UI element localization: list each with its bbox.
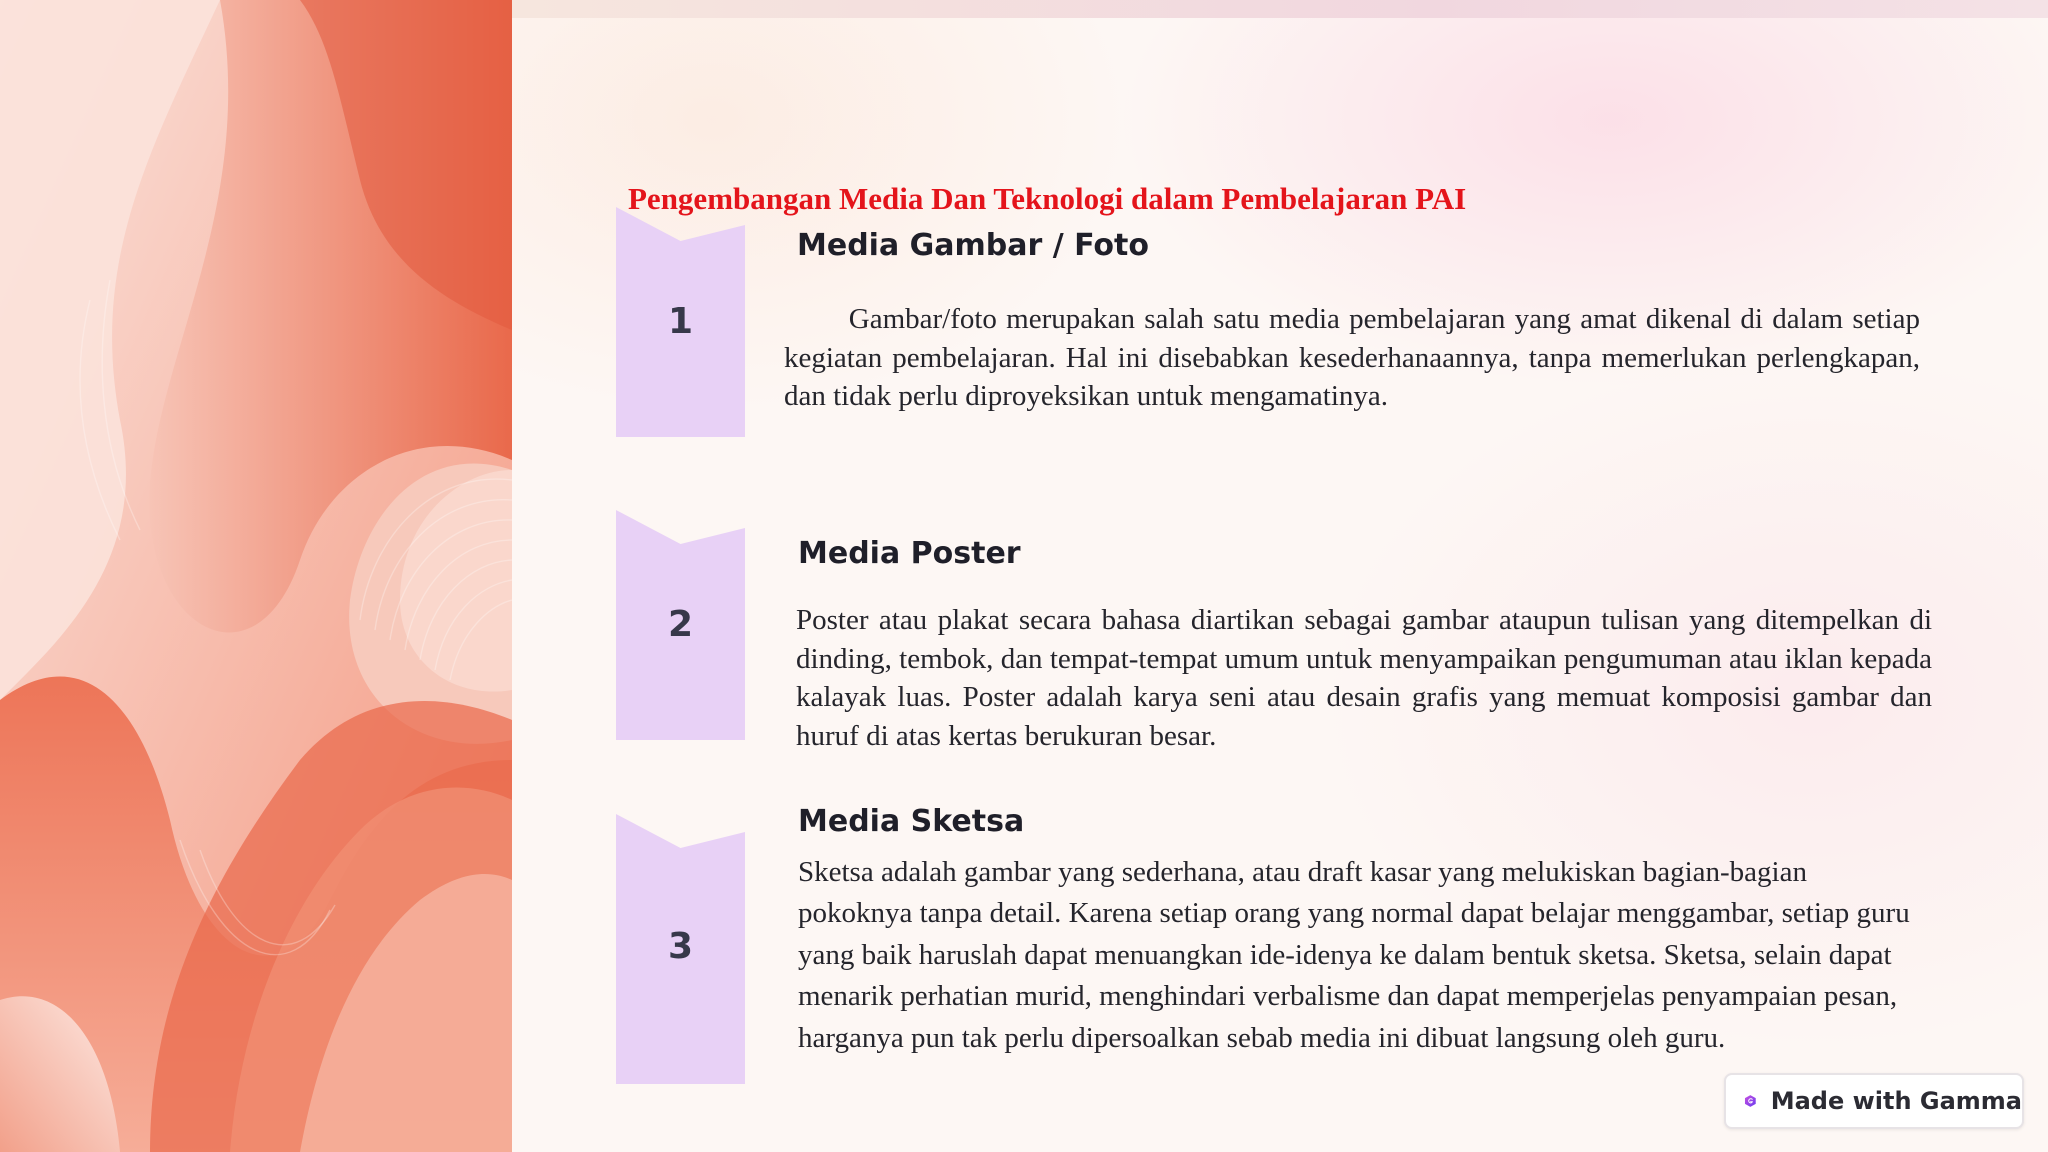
made-with-gamma-button[interactable] xyxy=(1724,1073,2024,1129)
abstract-wave-artwork xyxy=(0,0,512,1152)
item-body-3: Sketsa adalah gambar yang sederhana, atau draft kasar yang melukiskan bagian-bagian pokoknya tanpa detail. Karena setiap orang yang normal dapat belajar menggambar, setiap guru yang baik haruslah dapat menuangkan ide-idenya ke dalam bentuk sketsa. Sketsa, selain dapat menarik perhatian murid, menghindari verbalisme dan dapat memperjelas penyampaian pesan, harganya pun tak perlu dipersoalkan sebab media ini dibuat langsung oleh guru. xyxy=(798,856,1910,1054)
step-number: 3 xyxy=(667,926,694,967)
top-accent-strip xyxy=(512,0,2048,18)
item-heading-3: Media Sketsa xyxy=(798,804,1025,839)
step-marker-1 xyxy=(616,207,745,437)
slide-title: Pengembangan Media Dan Teknologi dalam Pembelajaran PAI xyxy=(628,181,1467,216)
step-marker-3 xyxy=(616,814,745,1084)
badge-label: Made with Gamma xyxy=(1770,1087,2022,1115)
item-body-2: Poster atau plakat secara bahasa diartikan sebagai gambar ataupun tulisan yang ditempelkan di dinding, tembok, dan tempat-tempat umum untuk menyampaikan pengumuman atau iklan kepada kalayak luas. Poster adalah karya seni atau desain grafis yang memuat komposisi gambar dan huruf di atas kertas berukuran besar. xyxy=(796,604,1932,752)
gamma-logo-icon xyxy=(1744,1088,1757,1114)
step-number: 2 xyxy=(667,604,694,645)
step-number: 1 xyxy=(667,301,694,342)
item-heading-2: Media Poster xyxy=(798,536,1021,571)
item-body-1: Gambar/foto merupakan salah satu media pembelajaran yang amat dikenal di dalam setiap kegiatan pembelajaran. Hal ini disebabkan kesederhanaannya, tanpa memerlukan perlengkapan, dan tidak perlu diproyeksikan untuk mengamatinya. xyxy=(784,303,1920,412)
step-marker-2 xyxy=(616,510,745,740)
item-heading-1: Media Gambar / Foto xyxy=(797,228,1149,263)
